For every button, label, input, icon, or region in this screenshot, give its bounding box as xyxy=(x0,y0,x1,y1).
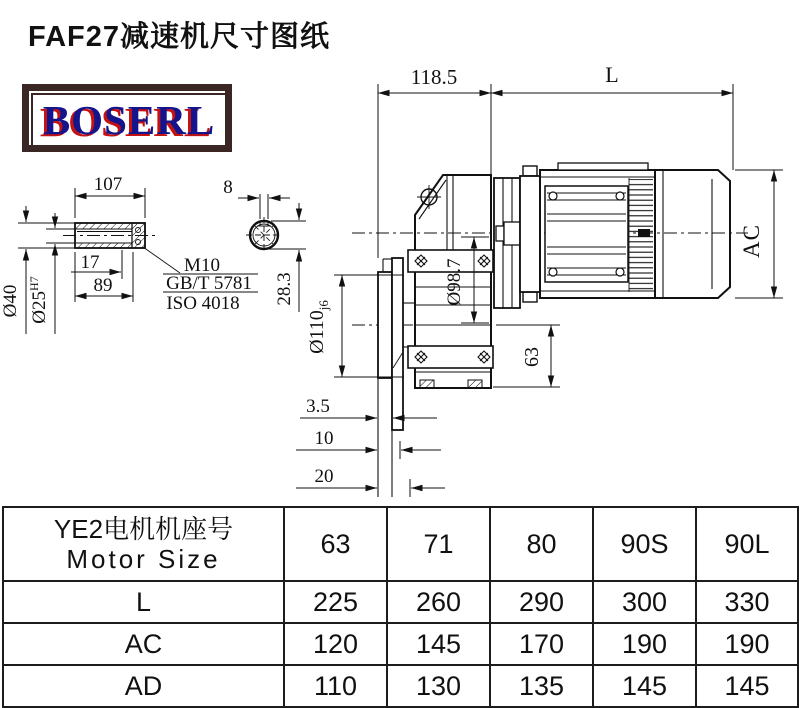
header-motor-size-en: Motor Size xyxy=(66,544,221,575)
table-row-L xyxy=(3,581,798,623)
cell-AC-63: 120 xyxy=(284,623,387,665)
dim-AC: AC xyxy=(739,224,764,258)
dimension-table xyxy=(2,506,799,708)
nameplate-mark xyxy=(638,229,650,237)
header-size-90L: 90L xyxy=(696,507,798,581)
thread-label: M10 xyxy=(184,255,220,276)
cell-AC-90L: 190 xyxy=(696,623,798,665)
cell-AC-71: 145 xyxy=(387,623,490,665)
eyebolt-rail xyxy=(558,163,648,170)
row-label-AC: AC xyxy=(3,623,284,665)
cell-AD-71: 130 xyxy=(387,665,490,707)
cell-L-90S: 300 xyxy=(593,581,696,623)
header-size-80: 80 xyxy=(490,507,593,581)
header-motor-size-cn: YE2电机机座号 xyxy=(53,513,234,544)
cell-AC-90S: 190 xyxy=(593,623,696,665)
cell-L-80: 290 xyxy=(490,581,593,623)
page-title: FAF27减速机尺寸图纸 xyxy=(28,21,331,53)
dim-3-5: 3.5 xyxy=(306,396,330,417)
dim-8: 8 xyxy=(223,177,233,198)
cell-AD-90S: 145 xyxy=(593,665,696,707)
foot-right xyxy=(468,380,482,388)
motor-flange xyxy=(520,176,540,292)
cell-L-71: 260 xyxy=(387,581,490,623)
dim-L: L xyxy=(605,62,619,87)
cell-L-63: 225 xyxy=(284,581,387,623)
header-motor-size xyxy=(3,507,284,581)
flange-tab-top xyxy=(523,166,537,176)
dim-118-5: 118.5 xyxy=(410,65,458,89)
row-label-AD: AD xyxy=(3,665,284,707)
header-size-90S: 90S xyxy=(593,507,696,581)
dim-20: 20 xyxy=(314,466,334,487)
foot-left xyxy=(420,380,434,388)
coupling-large xyxy=(504,222,520,245)
cell-AC-80: 170 xyxy=(490,623,593,665)
motor-adapter xyxy=(494,178,520,308)
hatch-top xyxy=(75,223,132,229)
shaft-side-view xyxy=(0,174,258,334)
dim-dia110j6: $Ø110_{j6}$ xyxy=(306,300,331,354)
table-row-AC xyxy=(3,623,798,665)
dim-17: 17 xyxy=(80,252,100,273)
dim-63: 63 xyxy=(521,347,543,367)
dim-10: 10 xyxy=(314,428,334,449)
dim-dia40: Ø40 xyxy=(0,284,21,318)
dim-89: 89 xyxy=(93,275,113,296)
standard-gb: GB/T 5781 xyxy=(166,273,252,294)
cell-AD-80: 135 xyxy=(490,665,593,707)
table-header-row xyxy=(3,507,798,581)
coupling-small xyxy=(496,226,504,241)
header-size-63: 63 xyxy=(284,507,387,581)
hatch-bottom xyxy=(75,243,132,248)
dim-dia25h7: $Ø25^{H7}$ xyxy=(27,276,50,324)
dim-28-3: 28.3 xyxy=(274,272,295,306)
cell-AD-63: 110 xyxy=(284,665,387,707)
table-row-AD xyxy=(3,665,798,707)
flange-offset-dims xyxy=(296,396,445,497)
dim-dia98-7: Ø98.7 xyxy=(444,258,465,306)
standard-iso: ISO 4018 xyxy=(166,293,240,314)
flange-tab-bottom xyxy=(523,292,537,302)
fan-cover xyxy=(655,170,730,298)
dim-107: 107 xyxy=(93,174,123,195)
row-label-L: L xyxy=(3,581,284,623)
logo-text: BOSERL xyxy=(42,96,216,143)
gearmotor-main-view xyxy=(296,62,783,497)
cell-L-90L: 330 xyxy=(696,581,798,623)
cell-AD-90L: 145 xyxy=(696,665,798,707)
header-size-71: 71 xyxy=(387,507,490,581)
